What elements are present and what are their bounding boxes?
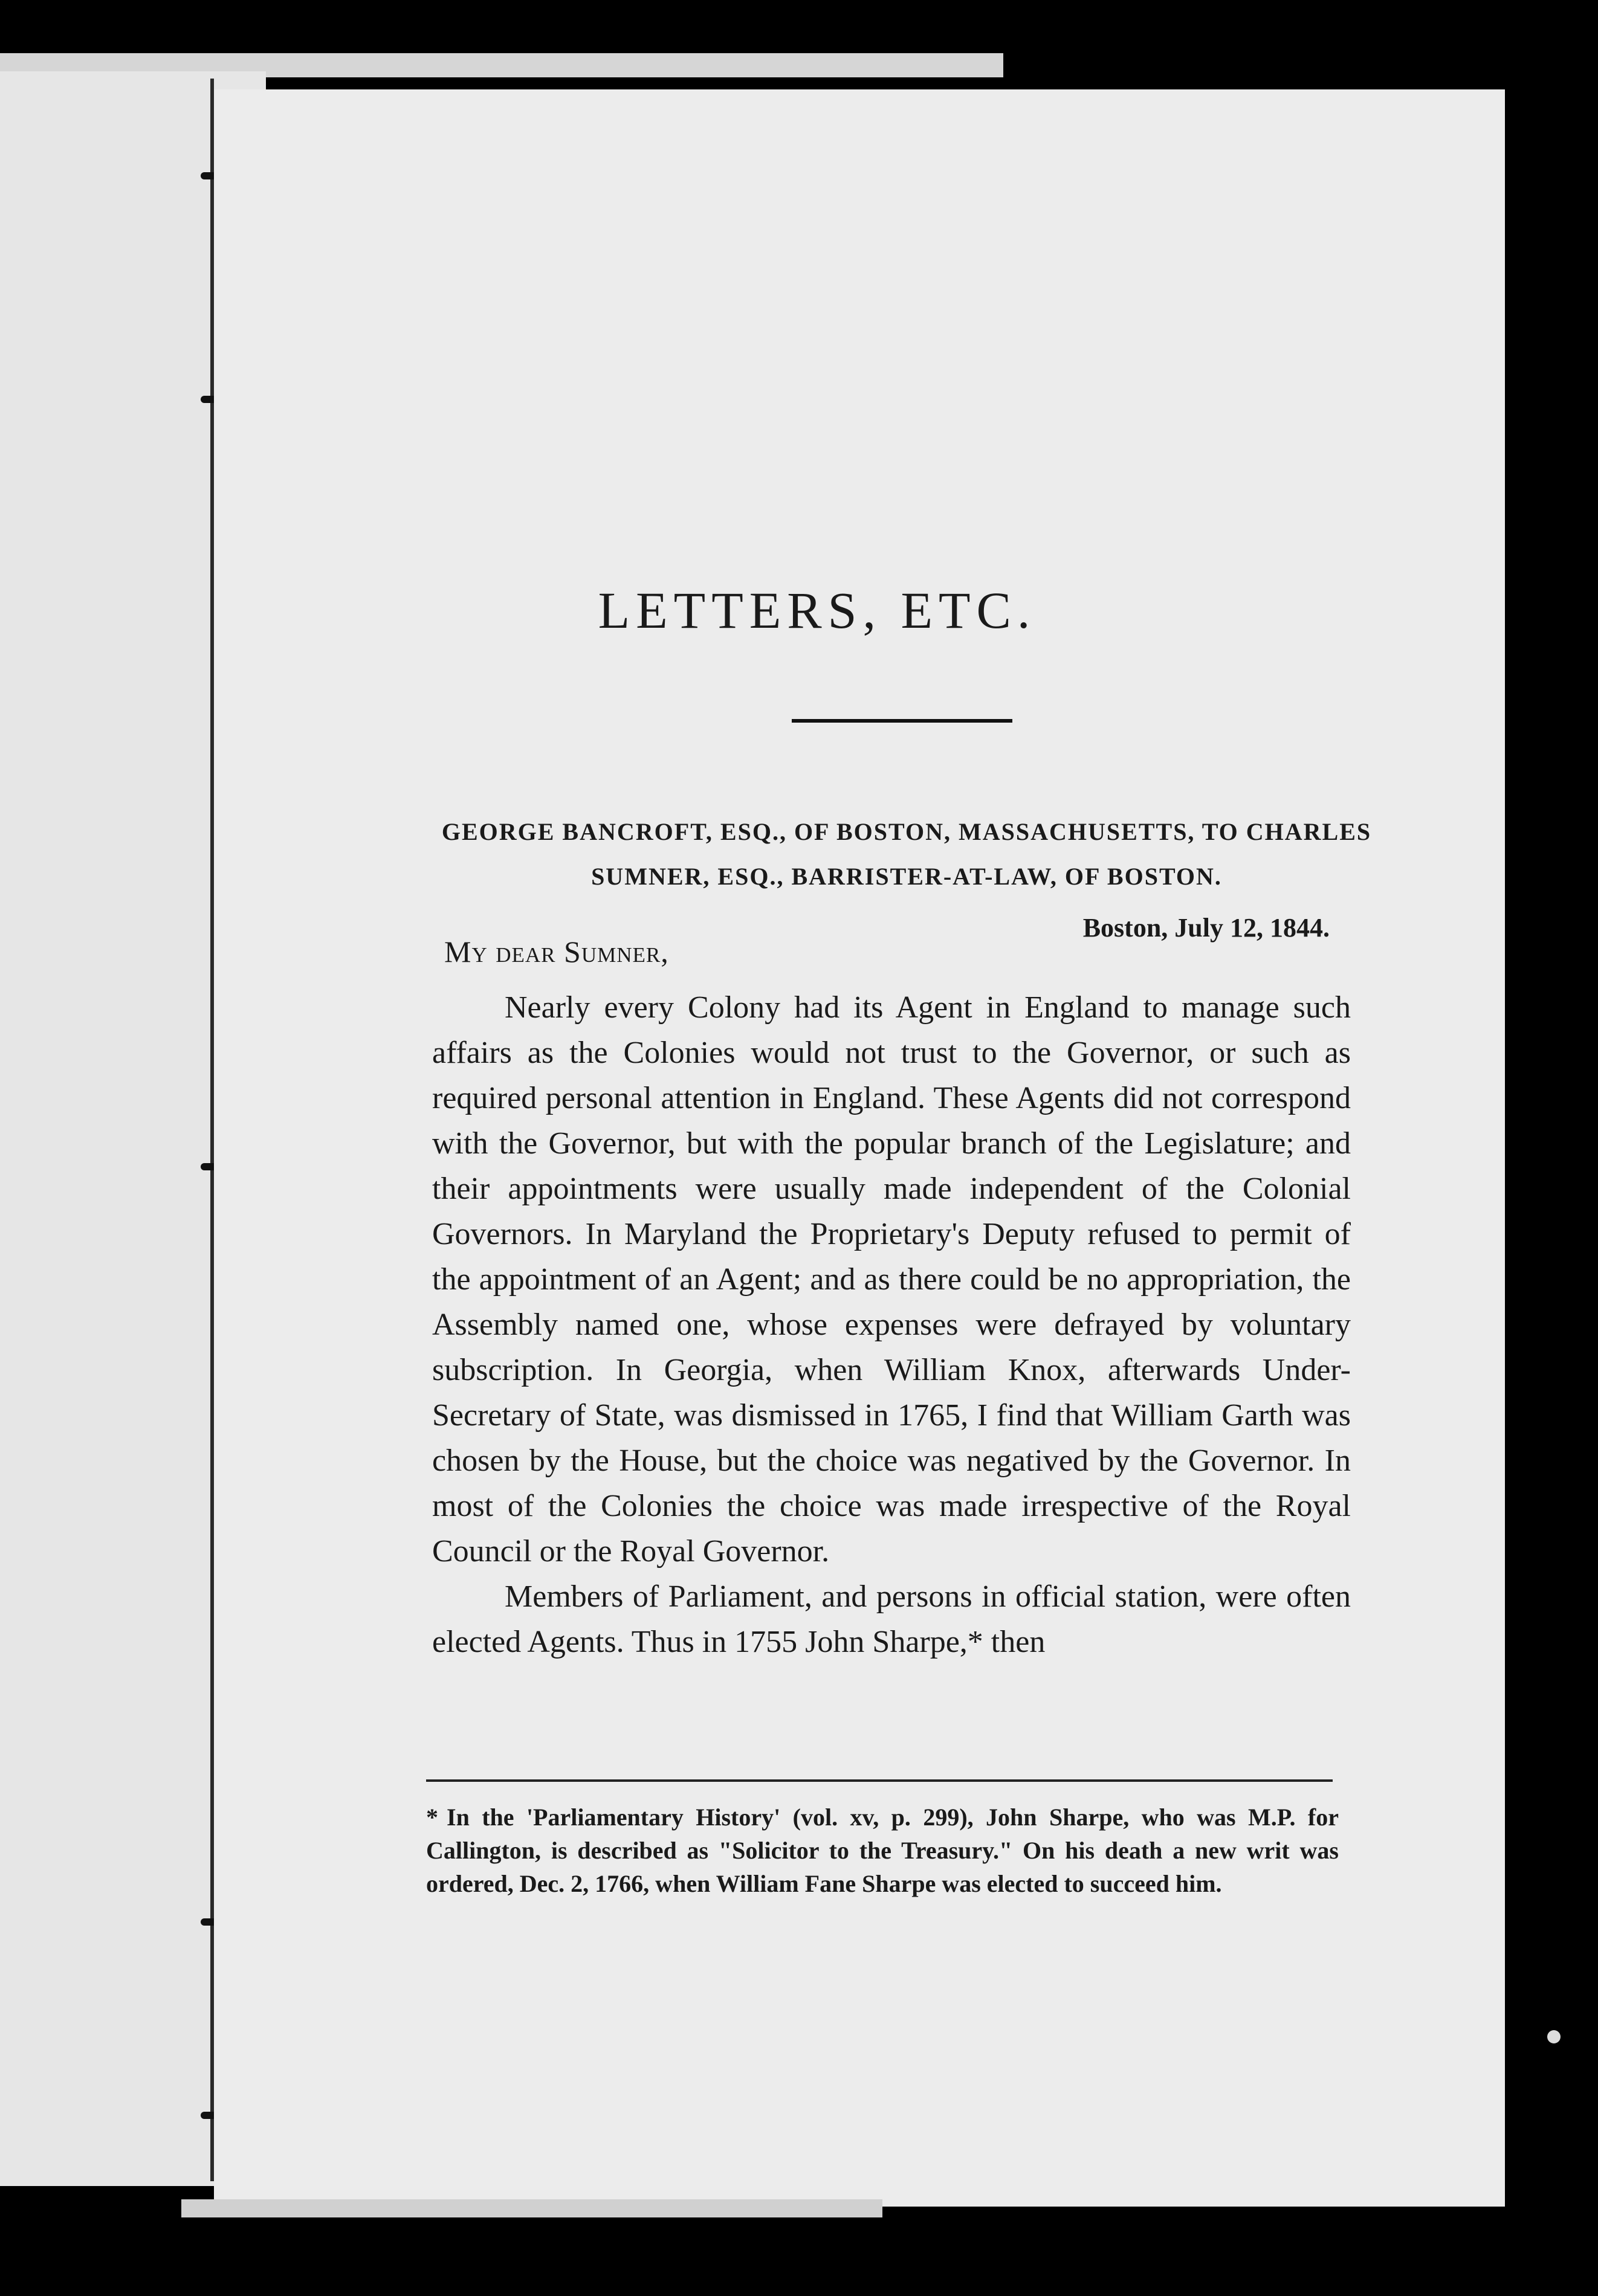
body-paragraph: Members of Parliament, and persons in official station, were often elected Agents. Thus in 1755 John Sharpe,* then bbox=[432, 1579, 1351, 1659]
title-rule bbox=[792, 719, 1012, 723]
letter-heading: GEORGE BANCROFT, ESQ., OF BOSTON, MASSACHUSETTS, TO CHARLES SUMNER, ESQ., BARRISTER-AT-LAW, OF BOSTON. bbox=[441, 818, 1372, 890]
letter-salutation: My dear Sumner, bbox=[444, 935, 669, 969]
footnote-text: In the 'Parliamentary History' (vol. xv, p. 299), John Sharpe, who was M.P. for Callington, is described as "Solicitor to the Treasury." On his death a new writ was ordered, Dec. 2, 1766, when William Fane Sharpe was elected to succeed him. bbox=[426, 1804, 1339, 1897]
scan-edge-bottom bbox=[181, 2199, 882, 2217]
letter-body bbox=[432, 985, 1351, 1665]
scan-speck bbox=[1547, 2030, 1561, 2043]
body-paragraph: Nearly every Colony had its Agent in England to manage such affairs as the Colonies would not trust to the Governor, or such as required personal attention in England. These Agents did not correspond with the Governor, but with the popular branch of the Legislature; and their appointments were usually made independent of the Colonial Governors. In Maryland the Proprietary's Deputy refused to permit of the appointment of an Agent; and as there could be no appropriation, the Assembly named one, whose expenses were defrayed by voluntary subscription. In Georgia, when William Knox, afterwards Under-Secretary of State, was dismissed in 1765, I find that William Garth was chosen by the House, but the choice was negatived by the Governor. In most of the Colonies the choice was made irrespective of the Royal Council or the Royal Governor. bbox=[432, 990, 1351, 1569]
footnote-rule bbox=[426, 1779, 1333, 1782]
footnote-mark: * bbox=[426, 1804, 438, 1831]
page-title: LETTERS, ETC. bbox=[598, 581, 1037, 639]
letter-dateline: Boston, July 12, 1844. bbox=[1082, 913, 1330, 943]
footnote bbox=[426, 1801, 1339, 1900]
